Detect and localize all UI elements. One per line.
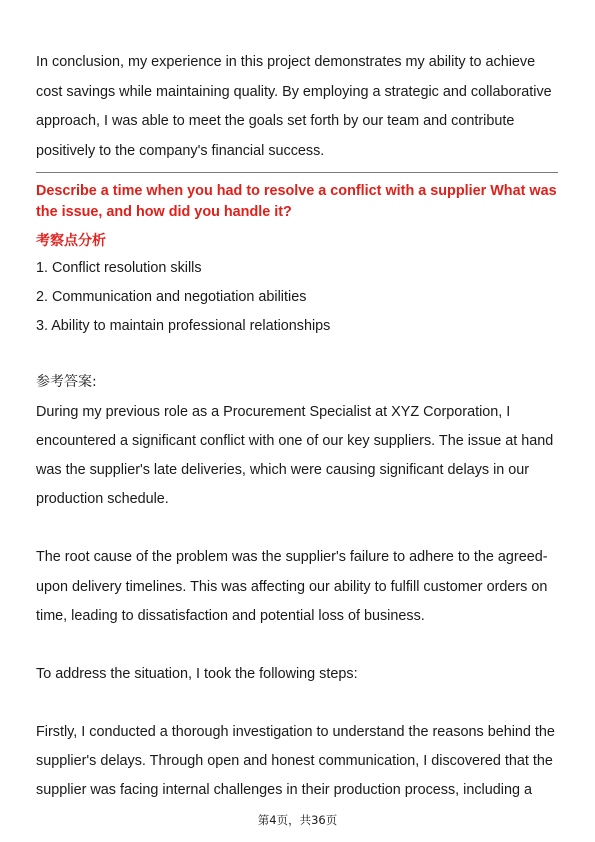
answer-paragraph: Firstly, I conducted a thorough investigation to understand the reasons behind the supplier's delays. Through open and honest communication, I discovered that the supplier was facing internal challenges in their production process, including a [36,724,555,799]
analysis-points-list [36,254,330,341]
section-divider [36,172,558,173]
intro-paragraph: In conclusion, my experience in this project demonstrates my ability to achieve cost savings while maintaining quality. By employing a strategic and collaborative approach, I was able to meet the goals set forth by our team and contribute positively to the company's financial success. [36,54,552,159]
question-heading: Describe a time when you had to resolve a conflict with a supplier What was the issue, and how did you handle it? [36,183,557,220]
analysis-heading: 考察点分析 [36,233,106,249]
answer-body [36,398,560,834]
analysis-point: 1. Conflict resolution skills [36,260,202,276]
answer-heading: 参考答案: [36,374,97,390]
answer-paragraph: During my previous role as a Procurement Specialist at XYZ Corporation, I encountered a significant conflict with one of our key suppliers. The issue at hand was the supplier's late deliveries, which were causing significant delays in our production schedule. [36,404,554,508]
page-number: 第4页，共36页 [257,813,338,827]
analysis-point: 3. Ability to maintain professional relationships [36,318,331,334]
answer-paragraph: To address the situation, I took the following steps: [36,665,358,682]
analysis-point: 2. Communication and negotiation abilities [36,289,307,305]
answer-paragraph: The root cause of the problem was the supplier's failure to adhere to the agreed-upon delivery timelines. This was affecting our ability to fulfill customer orders on time, leading to dissatisfaction and potential loss of business. [36,549,548,624]
